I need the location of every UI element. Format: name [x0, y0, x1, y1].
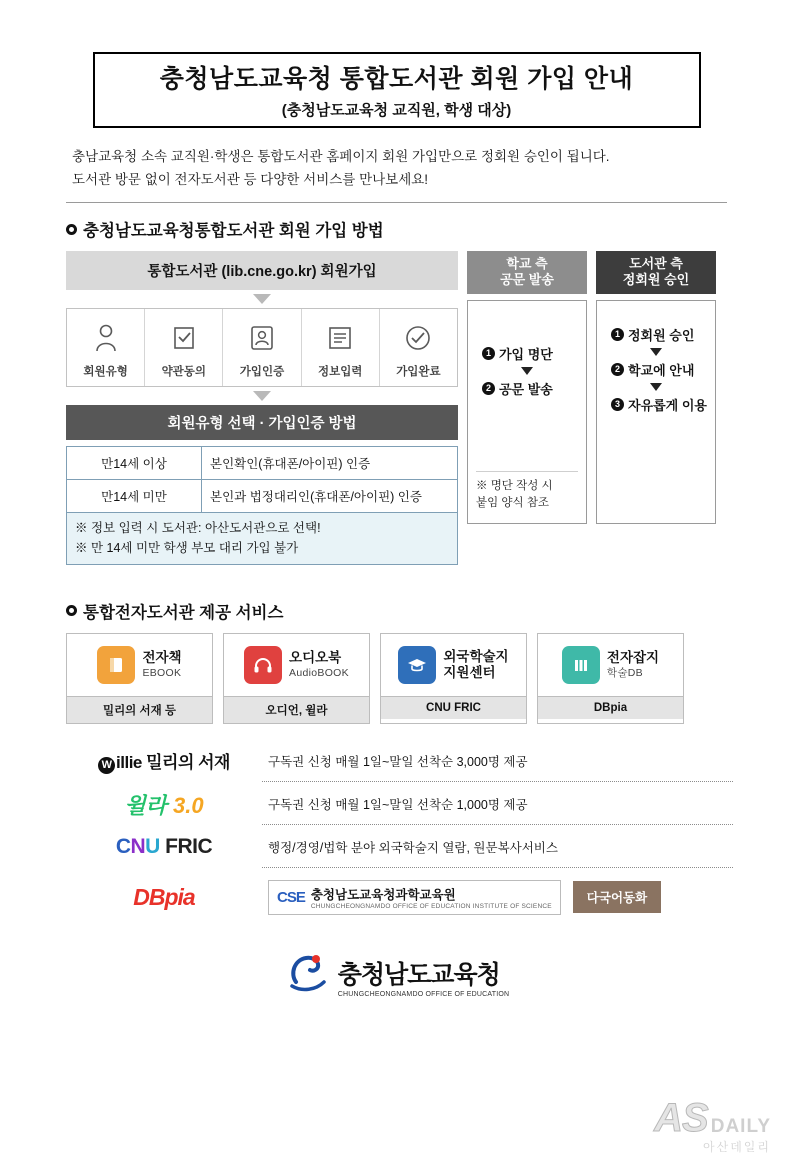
school-header-line-1: 학교 측 [506, 256, 548, 272]
school-footnote-line-2: 붙임 양식 참조 [476, 497, 550, 510]
service-title: 외국학술지 [443, 648, 509, 664]
library-header-line-2: 정회원 승인 [622, 272, 690, 288]
step-complete [380, 309, 457, 386]
office-name-en: CHUNGCHEONGNAMDO OFFICE OF EDUCATION [337, 990, 510, 998]
step-label: 가입완료 [396, 366, 441, 379]
school-footnote [476, 471, 578, 513]
cse-mark: CSE [277, 888, 305, 906]
service-title: 전자잡지 [606, 650, 660, 666]
list-item [66, 783, 733, 826]
service-title: 오디오북 [289, 650, 342, 666]
millie-wordmark: illie [116, 753, 142, 773]
form-icon [302, 319, 379, 357]
millie-logo-text [98, 748, 230, 774]
school-header-line-2: 공문 발송 [500, 272, 554, 288]
table-row [67, 480, 458, 513]
section-2-heading [66, 599, 733, 623]
school-footnote-line-1: ※ 명단 작성 시 [476, 480, 553, 493]
step-label: 약관동의 [161, 366, 207, 379]
millie-korean: 밀리의 서재 [146, 753, 230, 773]
cse-text [311, 885, 552, 910]
graduation-cap-icon [398, 646, 436, 684]
library-header-line-1: 도서관 측 [629, 256, 683, 272]
check-circle-icon [380, 319, 457, 357]
page-subtitle: (충청남도교육청 교직원, 학생 대상) [281, 102, 512, 120]
number-badge: 1 [482, 347, 495, 360]
cse-title: 충청남도교육청과학교육원 [310, 887, 456, 902]
cse-row [262, 869, 733, 926]
intro-line-1: 충남교육청 소속 교직원·학생은 통합도서관 홈페이지 회원 가입만으로 정회원 승인이 됩니다. [72, 149, 610, 165]
document-page [0, 52, 793, 1173]
arrow-down-icon [253, 294, 271, 304]
service-card-dbpia [537, 633, 684, 724]
table-row [67, 447, 458, 480]
office-logo-text [338, 955, 510, 998]
flow-column-left [66, 251, 458, 565]
table-cell-method: 본인과 법정대리인(휴대폰/아이핀) 인증 [202, 480, 458, 513]
table-cell-method: 본인확인(휴대폰/아이핀) 인증 [202, 447, 458, 480]
magazine-icon [562, 646, 600, 684]
list-item [66, 826, 733, 869]
watermark-sub: 아산데일리 [703, 1140, 771, 1154]
note-line-1: ※ 정보 입력 시 도서관: 아산도서관으로 선택! [75, 521, 321, 536]
divider [66, 202, 727, 203]
service-subtitle: AudioBOOK [289, 666, 349, 679]
school-step-1 [476, 344, 578, 363]
table-cell-age: 만14세 미만 [67, 480, 202, 513]
library-step-3 [605, 395, 707, 414]
service-card-text [607, 650, 659, 679]
library-step-1 [605, 325, 707, 344]
welaaa-logo [66, 789, 262, 820]
section-1-heading-label: 충청남도교육청통합도서관 회원 가입 방법 [83, 222, 384, 241]
number-badge: 1 [611, 328, 624, 341]
site-bar: 통합도서관 (lib.cne.go.kr) 회원가입 [66, 251, 458, 290]
service-title: 전자책 [142, 650, 182, 666]
step-member-type [67, 309, 145, 386]
welaaa-wordmark: 윌라 [124, 792, 167, 818]
service-footer: CNU FRIC [381, 696, 526, 719]
list-item-desc: 구독권 신청 매월 1일~말일 선착순 3,000명 제공 [262, 741, 733, 782]
person-icon [67, 319, 144, 357]
service-footer: 오디언, 윌라 [224, 696, 369, 723]
member-type-bar: 회원유형 선택 · 가입인증 방법 [66, 405, 458, 440]
number-badge: 3 [611, 398, 624, 411]
library-step-2 [605, 360, 707, 379]
flow-column-library [596, 251, 716, 565]
signup-flow [66, 251, 733, 565]
school-step-2-label: 공문 발송 [499, 381, 553, 397]
cnu-logo-text [116, 835, 212, 859]
school-panel [467, 300, 587, 524]
list-item [66, 869, 733, 926]
dbpia-logo-text: DBpia [133, 883, 195, 910]
service-card-audiobook [223, 633, 370, 724]
cse-subtitle: CHUNGCHEONGNAMDO OFFICE OF EDUCATION INSTITUTE OF SCIENCE [310, 902, 552, 910]
multilingual-story-button[interactable]: 다국어동화 [573, 881, 661, 913]
cnu-letter-c: C [115, 835, 131, 859]
school-header [467, 251, 587, 294]
cse-badge [268, 880, 561, 915]
checkbox-icon [145, 319, 222, 357]
welaaa-version: 3.0 [173, 792, 204, 818]
welaaa-logo-text [124, 789, 203, 820]
service-card-text [289, 650, 349, 679]
notes-box [66, 513, 458, 565]
school-step-1-label: 가입 명단 [499, 346, 553, 362]
bullet-icon [66, 224, 77, 235]
title-box [93, 52, 701, 128]
service-cards [66, 633, 733, 724]
dbpia-logo [66, 884, 262, 911]
service-card-ebook [66, 633, 213, 724]
step-info-input [302, 309, 380, 386]
number-badge: 2 [611, 363, 624, 376]
step-label: 회원유형 [83, 366, 128, 379]
intro-text [72, 146, 733, 192]
watermark [654, 1098, 771, 1155]
office-name: 충청남도교육청 [337, 960, 500, 989]
service-subtitle: EBOOK [142, 666, 182, 679]
flow-column-school [467, 251, 587, 565]
arrow-down-icon [650, 383, 662, 391]
library-step-3-label: 자유롭게 이용 [628, 397, 707, 413]
step-verify [223, 309, 301, 386]
id-card-icon [223, 319, 300, 357]
office-logo [60, 950, 733, 1003]
office-logo-mark [284, 950, 330, 1003]
cnu-letter-n: N [130, 835, 146, 859]
library-panel [596, 300, 716, 524]
service-subtitle: 학술DB [606, 666, 643, 679]
service-footer: 밀리의 서재 등 [67, 696, 212, 723]
bullet-icon [66, 605, 77, 616]
step-label: 가입인증 [239, 366, 285, 379]
service-card-top [67, 634, 212, 696]
step-terms [145, 309, 223, 386]
service-card-text [443, 649, 508, 681]
headphones-icon [244, 646, 282, 684]
service-card-fric [380, 633, 527, 724]
section-1-heading [66, 217, 733, 241]
service-card-top [381, 634, 526, 696]
section-2-heading-label: 통합전자도서관 제공 서비스 [83, 603, 284, 622]
watermark-daily: DAILY [710, 1116, 771, 1137]
service-card-top [538, 634, 683, 696]
book-icon [97, 646, 135, 684]
school-steps [476, 311, 578, 431]
arrow-down-icon [253, 391, 271, 401]
arrow-down-icon [521, 367, 533, 375]
list-item [66, 740, 733, 783]
school-step-2 [476, 379, 578, 398]
list-item-desc: 행정/경영/법학 분야 외국학술지 열람, 원문복사서비스 [262, 827, 733, 868]
list-item-desc: 구독권 신청 매월 1일~말일 선착순 1,000명 제공 [262, 784, 733, 825]
cnu-fric: FRIC [165, 835, 213, 859]
cnu-letter-u: U [145, 835, 160, 859]
watermark-main: AS [654, 1096, 708, 1140]
number-badge: 2 [482, 382, 495, 395]
intro-line-2: 도서관 방문 없이 전자도서관 등 다양한 서비스를 만나보세요! [72, 172, 429, 188]
member-type-table [66, 446, 458, 513]
service-card-top [224, 634, 369, 696]
service-footer: DBpia [538, 696, 683, 719]
service-subtitle: 지원센터 [443, 664, 496, 680]
note-line-2: ※ 만 14세 미만 학생 부모 대리 가입 불가 [75, 540, 299, 555]
cnufric-logo [66, 835, 262, 859]
library-step-2-label: 학교에 안내 [628, 362, 695, 378]
millie-mark: W [98, 757, 115, 774]
page-title: 충청남도교육청 통합도서관 회원 가입 안내 [159, 65, 634, 93]
service-card-text [142, 650, 181, 679]
step-label: 정보입력 [317, 366, 363, 379]
arrow-down-icon [650, 348, 662, 356]
library-header [596, 251, 716, 294]
table-cell-age: 만14세 이상 [67, 447, 202, 480]
watermark-row [654, 1098, 771, 1138]
service-detail-list [66, 740, 733, 926]
library-step-1-label: 정회원 승인 [628, 327, 695, 343]
millie-logo [66, 748, 262, 774]
library-steps [605, 311, 707, 414]
signup-steps [66, 308, 458, 387]
